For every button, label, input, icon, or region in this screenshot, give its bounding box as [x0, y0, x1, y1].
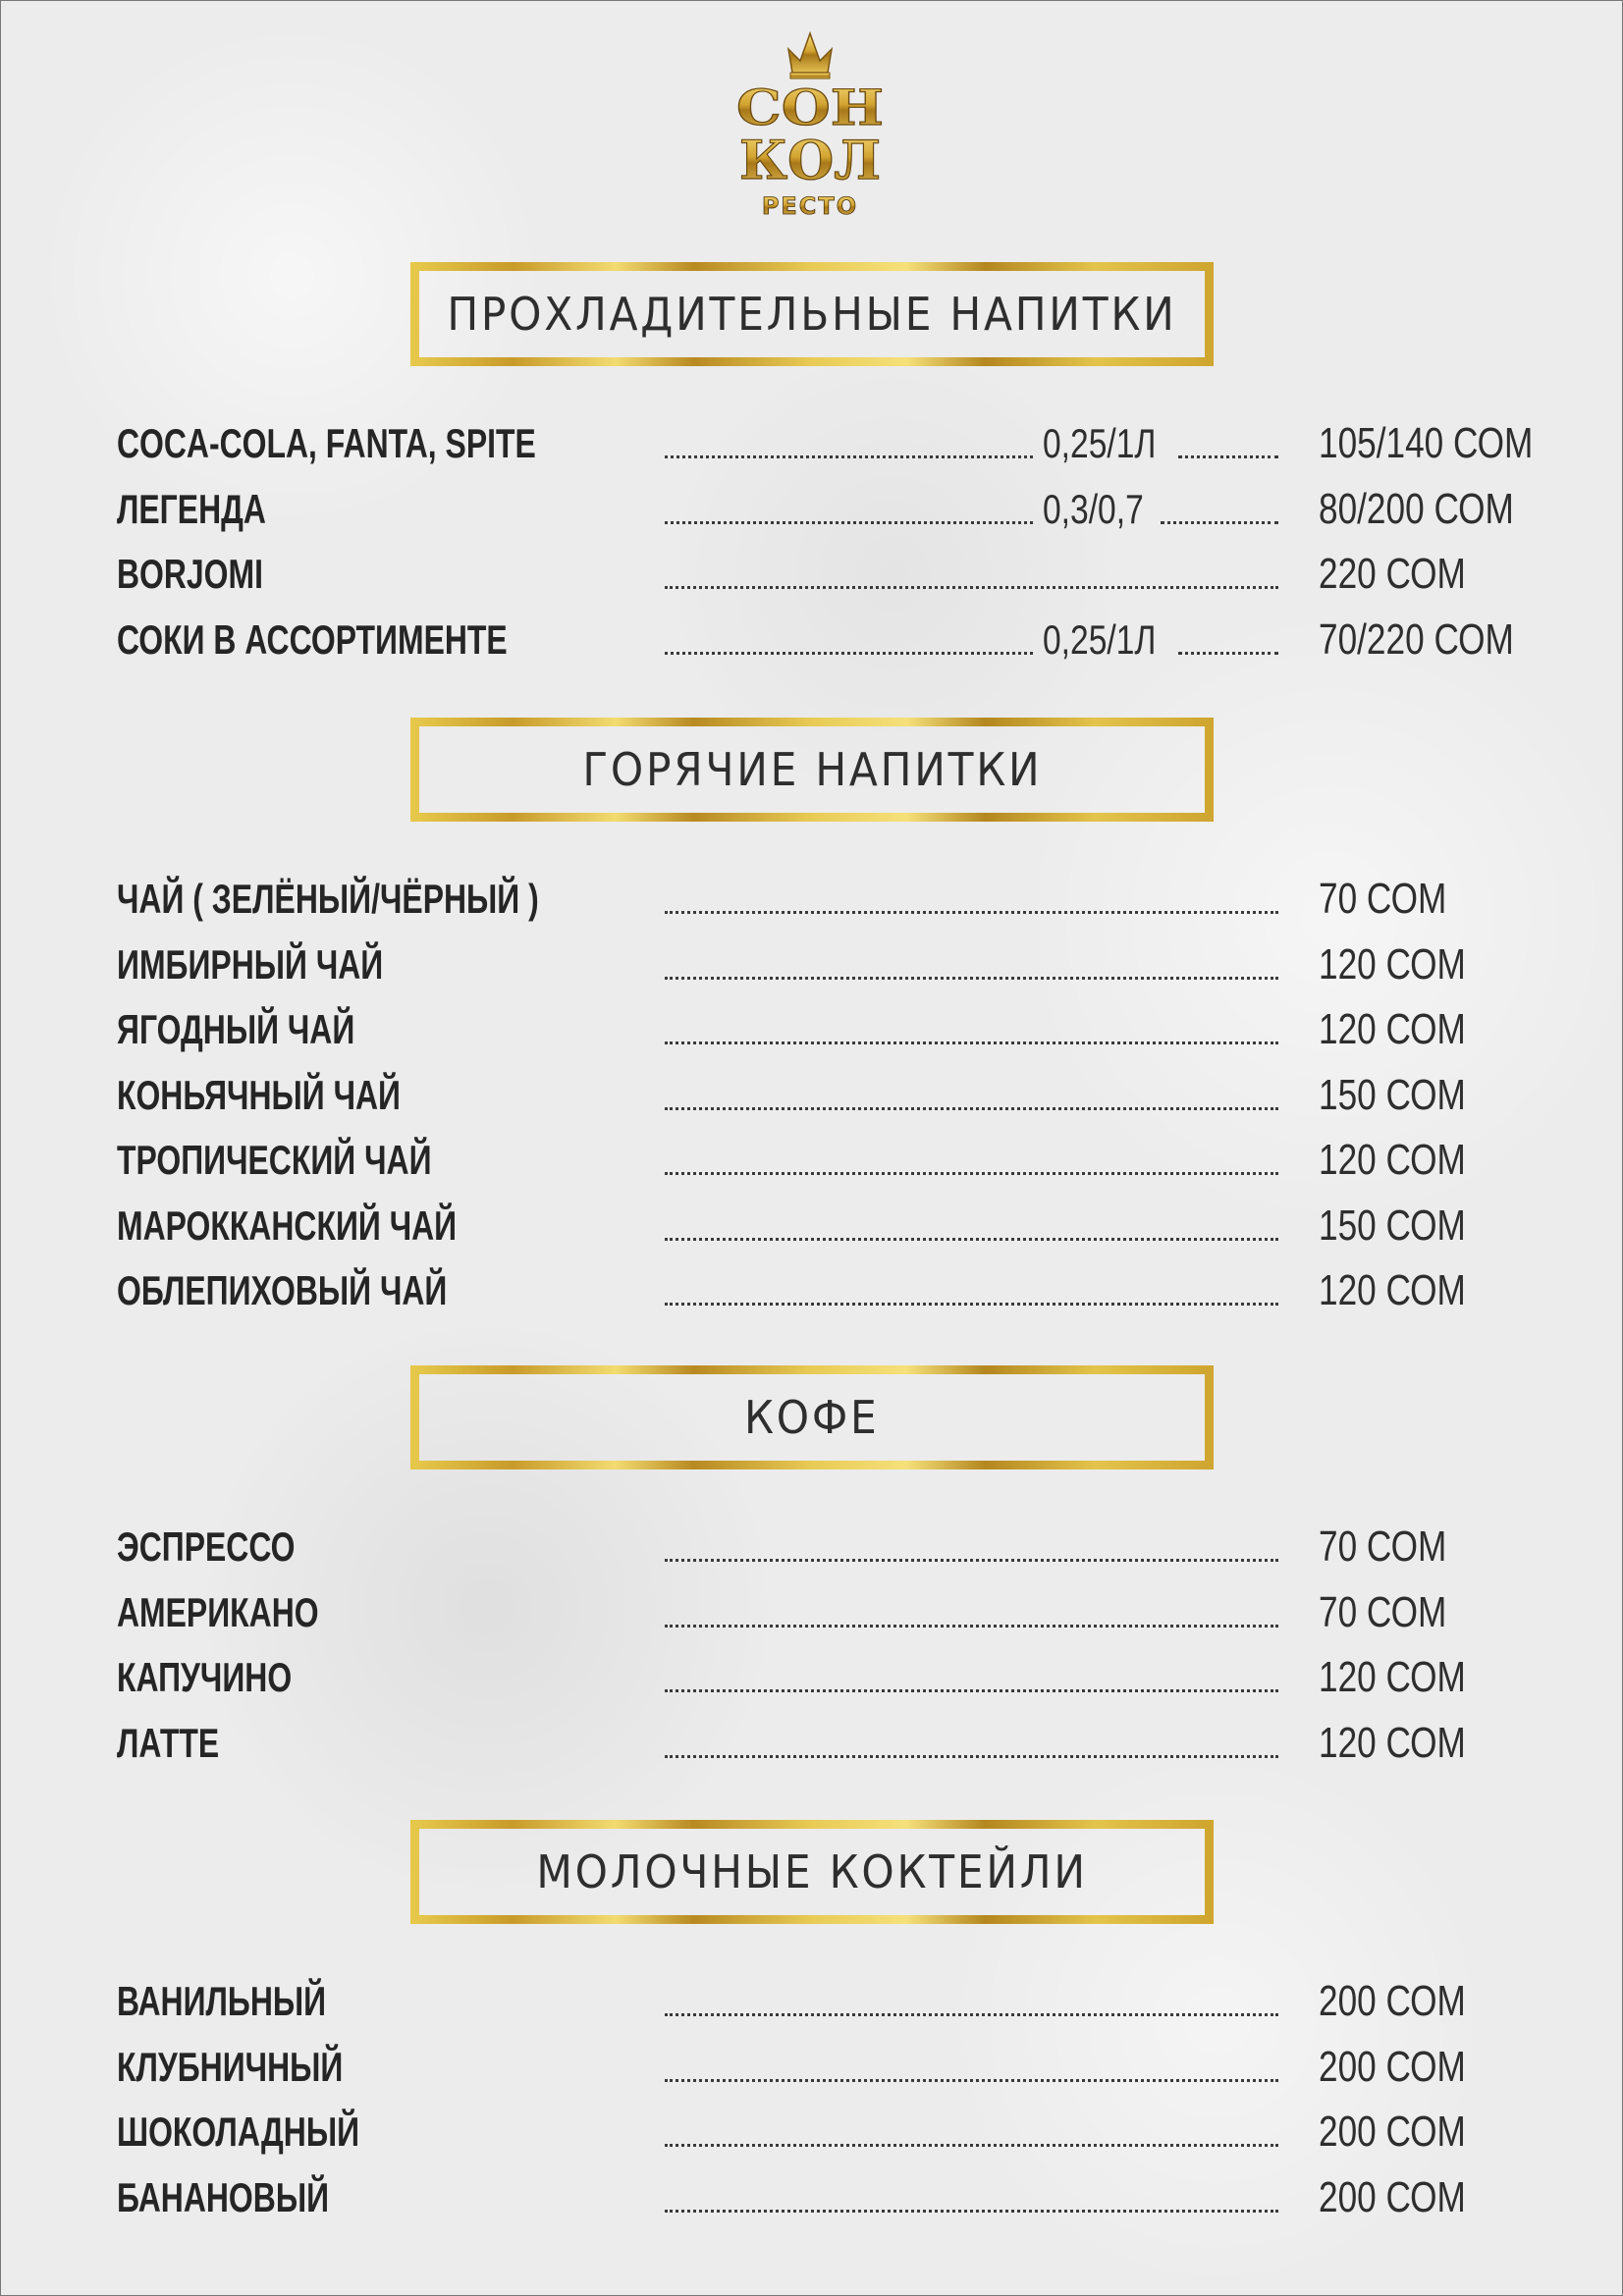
dot-leader — [665, 2144, 1278, 2147]
item-name: МАРОККАНСКИЙ ЧАЙ — [117, 1202, 458, 1249]
item-name: ЛАТТЕ — [117, 1720, 220, 1766]
menu-item — [0, 1969, 1623, 2034]
item-volume: 0,25/1Л — [1043, 616, 1157, 663]
dot-leader — [665, 911, 1278, 914]
section-title: ГОРЯЧИЕ НАПИТКИ — [581, 743, 1043, 796]
item-name: ЭСПРЕССО — [117, 1523, 296, 1570]
menu-item — [0, 1711, 1623, 1776]
menu-item — [0, 411, 1623, 476]
section-header-coffee — [410, 1365, 1214, 1469]
item-price: 70/220 СОМ — [1319, 615, 1514, 664]
item-name: ЧАЙ ( ЗЕЛЁНЫЙ/ЧЁРНЫЙ ) — [117, 876, 539, 922]
item-name: ОБЛЕПИХОВЫЙ ЧАЙ — [117, 1267, 448, 1313]
dot-leader — [665, 2013, 1278, 2016]
menu-item — [0, 1515, 1623, 1579]
logo-subtitle: РЕСТО — [761, 192, 859, 220]
section-header-cold-drinks — [410, 262, 1214, 366]
item-name: ТРОПИЧЕСКИЙ ЧАЙ — [117, 1137, 432, 1183]
item-price: 70 СОМ — [1319, 1588, 1447, 1636]
item-price: 70 СОМ — [1319, 875, 1447, 923]
menu-item — [0, 1258, 1623, 1323]
menu-item — [0, 2035, 1623, 2100]
dot-leader — [665, 652, 1033, 655]
dot-leader — [665, 1107, 1278, 1110]
item-price: 150 СОМ — [1319, 1071, 1466, 1119]
item-name: ЛЕГЕНДА — [117, 486, 266, 532]
item-price: 150 СОМ — [1319, 1201, 1466, 1250]
item-price: 105/140 СОМ — [1319, 419, 1534, 467]
menu-item — [0, 867, 1623, 932]
dot-leader — [665, 521, 1033, 524]
dot-leader — [665, 1689, 1278, 1692]
item-name: ЯГОДНЫЙ ЧАЙ — [117, 1006, 355, 1052]
menu-item — [0, 608, 1623, 672]
dot-leader — [1178, 455, 1278, 458]
item-price: 120 СОМ — [1319, 1719, 1466, 1767]
item-price: 120 СОМ — [1319, 1653, 1466, 1701]
menu-item — [0, 2100, 1623, 2164]
dot-leader — [665, 1625, 1278, 1628]
item-price: 200 СОМ — [1319, 2173, 1466, 2221]
dot-leader — [665, 2210, 1278, 2213]
section-title: КОФЕ — [744, 1391, 880, 1444]
item-price: 120 СОМ — [1319, 1136, 1466, 1184]
menu-item — [0, 1645, 1623, 1710]
dot-leader — [1161, 521, 1278, 524]
item-price: 80/200 СОМ — [1319, 485, 1514, 533]
section-header-hot-drinks — [410, 718, 1214, 822]
dot-leader — [665, 977, 1278, 980]
dot-leader — [1178, 652, 1278, 655]
section-header-milkshakes — [410, 1820, 1214, 1924]
item-price: 200 СОМ — [1319, 1977, 1466, 2025]
item-name: ШОКОЛАДНЫЙ — [117, 2109, 360, 2155]
item-name: АМЕРИКАНО — [117, 1589, 319, 1635]
dot-leader — [665, 1303, 1278, 1306]
item-name: BORJOMI — [117, 551, 263, 597]
menu-item — [0, 477, 1623, 542]
dot-leader — [665, 2079, 1278, 2082]
crown-icon — [788, 33, 832, 79]
item-price: 200 СОМ — [1319, 2108, 1466, 2156]
item-name: БАНАНОВЫЙ — [117, 2174, 330, 2220]
item-name: COCA-COLA, FANTA, SPITE — [117, 420, 536, 466]
item-name: КАПУЧИНО — [117, 1654, 293, 1700]
section-title: МОЛОЧНЫЕ КОКТЕЙЛИ — [536, 1845, 1088, 1898]
menu-item — [0, 1128, 1623, 1193]
item-price: 120 СОМ — [1319, 1266, 1466, 1314]
dot-leader — [665, 1238, 1278, 1241]
logo-line1: СОН — [736, 79, 884, 136]
item-price: 120 СОМ — [1319, 1005, 1466, 1053]
logo-line2: КОЛ — [739, 129, 881, 191]
dot-leader — [665, 1041, 1278, 1044]
item-name: ВАНИЛЬНЫЙ — [117, 1978, 327, 2024]
item-volume: 0,3/0,7 — [1043, 486, 1144, 532]
item-price: 70 СОМ — [1319, 1522, 1447, 1571]
item-price: 220 СОМ — [1319, 550, 1466, 598]
section-title: ПРОХЛАДИТЕЛЬНЫЕ НАПИТКИ — [447, 288, 1177, 341]
menu-item — [0, 542, 1623, 607]
dot-leader — [665, 1755, 1278, 1758]
item-volume: 0,25/1Л — [1043, 420, 1157, 466]
item-price: 120 СОМ — [1319, 940, 1466, 988]
item-price: 200 СОМ — [1319, 2043, 1466, 2091]
dot-leader — [665, 1559, 1278, 1562]
menu-item — [0, 1063, 1623, 1128]
menu-item — [0, 2165, 1623, 2230]
dot-leader — [665, 455, 1033, 458]
item-name: ИМБИРНЫЙ ЧАЙ — [117, 941, 384, 988]
menu-item — [0, 1580, 1623, 1645]
item-name: КЛУБНИЧНЫЙ — [117, 2044, 344, 2090]
restaurant-logo — [731, 22, 889, 223]
dot-leader — [665, 586, 1278, 589]
item-name: КОНЬЯЧНЫЙ ЧАЙ — [117, 1072, 402, 1118]
item-name: СОКИ В АССОРТИМЕНТЕ — [117, 616, 508, 663]
menu-item — [0, 1194, 1623, 1258]
menu-item — [0, 997, 1623, 1062]
menu-item — [0, 933, 1623, 997]
dot-leader — [665, 1172, 1278, 1175]
